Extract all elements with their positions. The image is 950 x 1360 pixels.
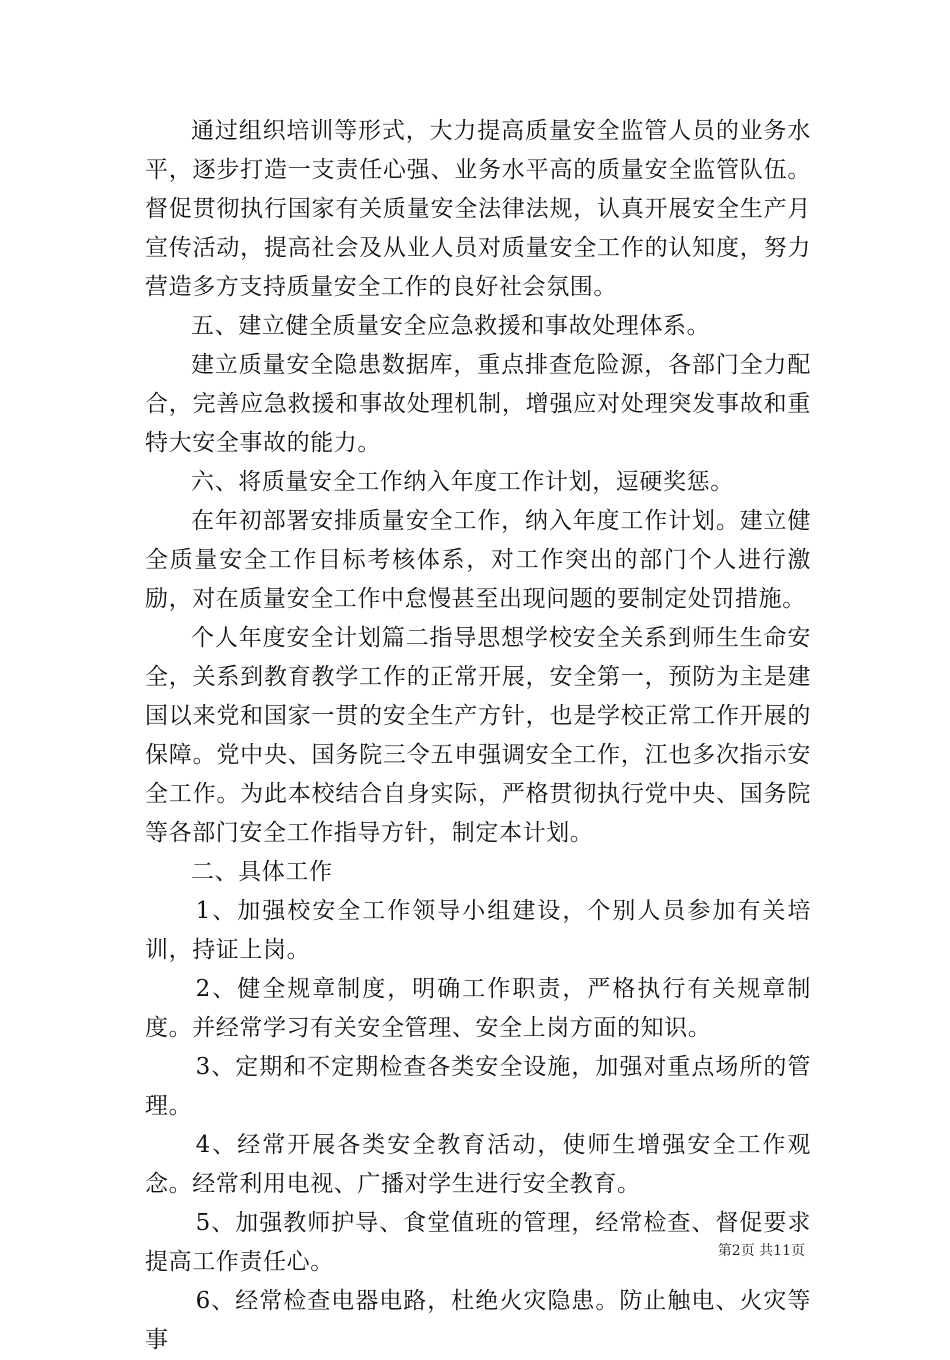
footer-prefix: 第 <box>717 1243 732 1259</box>
section-heading: 二、具体工作 <box>191 859 333 885</box>
list-item: 1、加强校安全工作领导小组建设，个别人员参加有关培训，持证上岗。 <box>145 898 811 963</box>
current-page-number: 2 <box>731 1243 741 1259</box>
paragraph: 个人年度安全计划篇二指导思想学校安全关系到师生生命安全，关系到教育教学工作的正常开展，安全第一，预防为主是建国以来党和国家一贯的安全生产方针，也是学校正常工作开展的保障。党中央、国务院三令五申强调安全工作，江也多次指示安全工作。为此本校结合自身实际，严格贯彻执行党中央、国务院等各部门安全工作指导方针，制定本计划。 <box>145 625 811 846</box>
paragraph: 在年初部署安排质量安全工作，纳入年度工作计划。建立健全质量安全工作目标考核体系，对工作突出的部门个人进行激励，对在质量安全工作中怠慢甚至出现问题的要制定处罚措施。 <box>145 508 811 612</box>
list-item: 3、定期和不定期检查各类安全设施，加强对重点场所的管理。 <box>145 1054 811 1119</box>
total-pages-number: 11 <box>773 1243 791 1259</box>
list-item: 2、健全规章制度，明确工作职责，严格执行有关规章制度。并经常学习有关安全管理、安全上岗方面的知识。 <box>145 976 811 1041</box>
list-item: 4、经常开展各类安全教育活动，使师生增强安全工作观念。经常利用电视、广播对学生进行安全教育。 <box>145 1132 811 1197</box>
page-footer <box>0 1240 950 1260</box>
section-heading: 六、将质量安全工作纳入年度工作计划，逗硬奖惩。 <box>191 469 734 495</box>
list-item: 5、加强教师护导、食堂值班的管理，经常检查、督促要求提高工作责任心。 <box>145 1210 811 1275</box>
section-heading: 五、建立健全质量安全应急救援和事故处理体系。 <box>191 313 711 339</box>
footer-suffix: 页 <box>791 1243 805 1259</box>
document-body <box>145 112 811 1360</box>
list-item: 6、经常检查电器电路，杜绝火灾隐患。防止触电、火灾等事 <box>145 1288 811 1353</box>
paragraph: 通过组织培训等形式，大力提高质量安全监管人员的业务水平，逐步打造一支责任心强、业务水平高的质量安全监管队伍。督促贯彻执行国家有关质量安全法律法规，认真开展安全生产月宣传活动，提高社会及从业人员对质量安全工作的认知度，努力营造多方支持质量安全工作的良好社会氛围。 <box>145 118 811 300</box>
paragraph: 建立质量安全隐患数据库，重点排查危险源，各部门全力配合，完善应急救援和事故处理机制，增强应对处理突发事故和重特大安全事故的能力。 <box>145 352 811 456</box>
footer-middle: 页 共 <box>740 1243 774 1259</box>
